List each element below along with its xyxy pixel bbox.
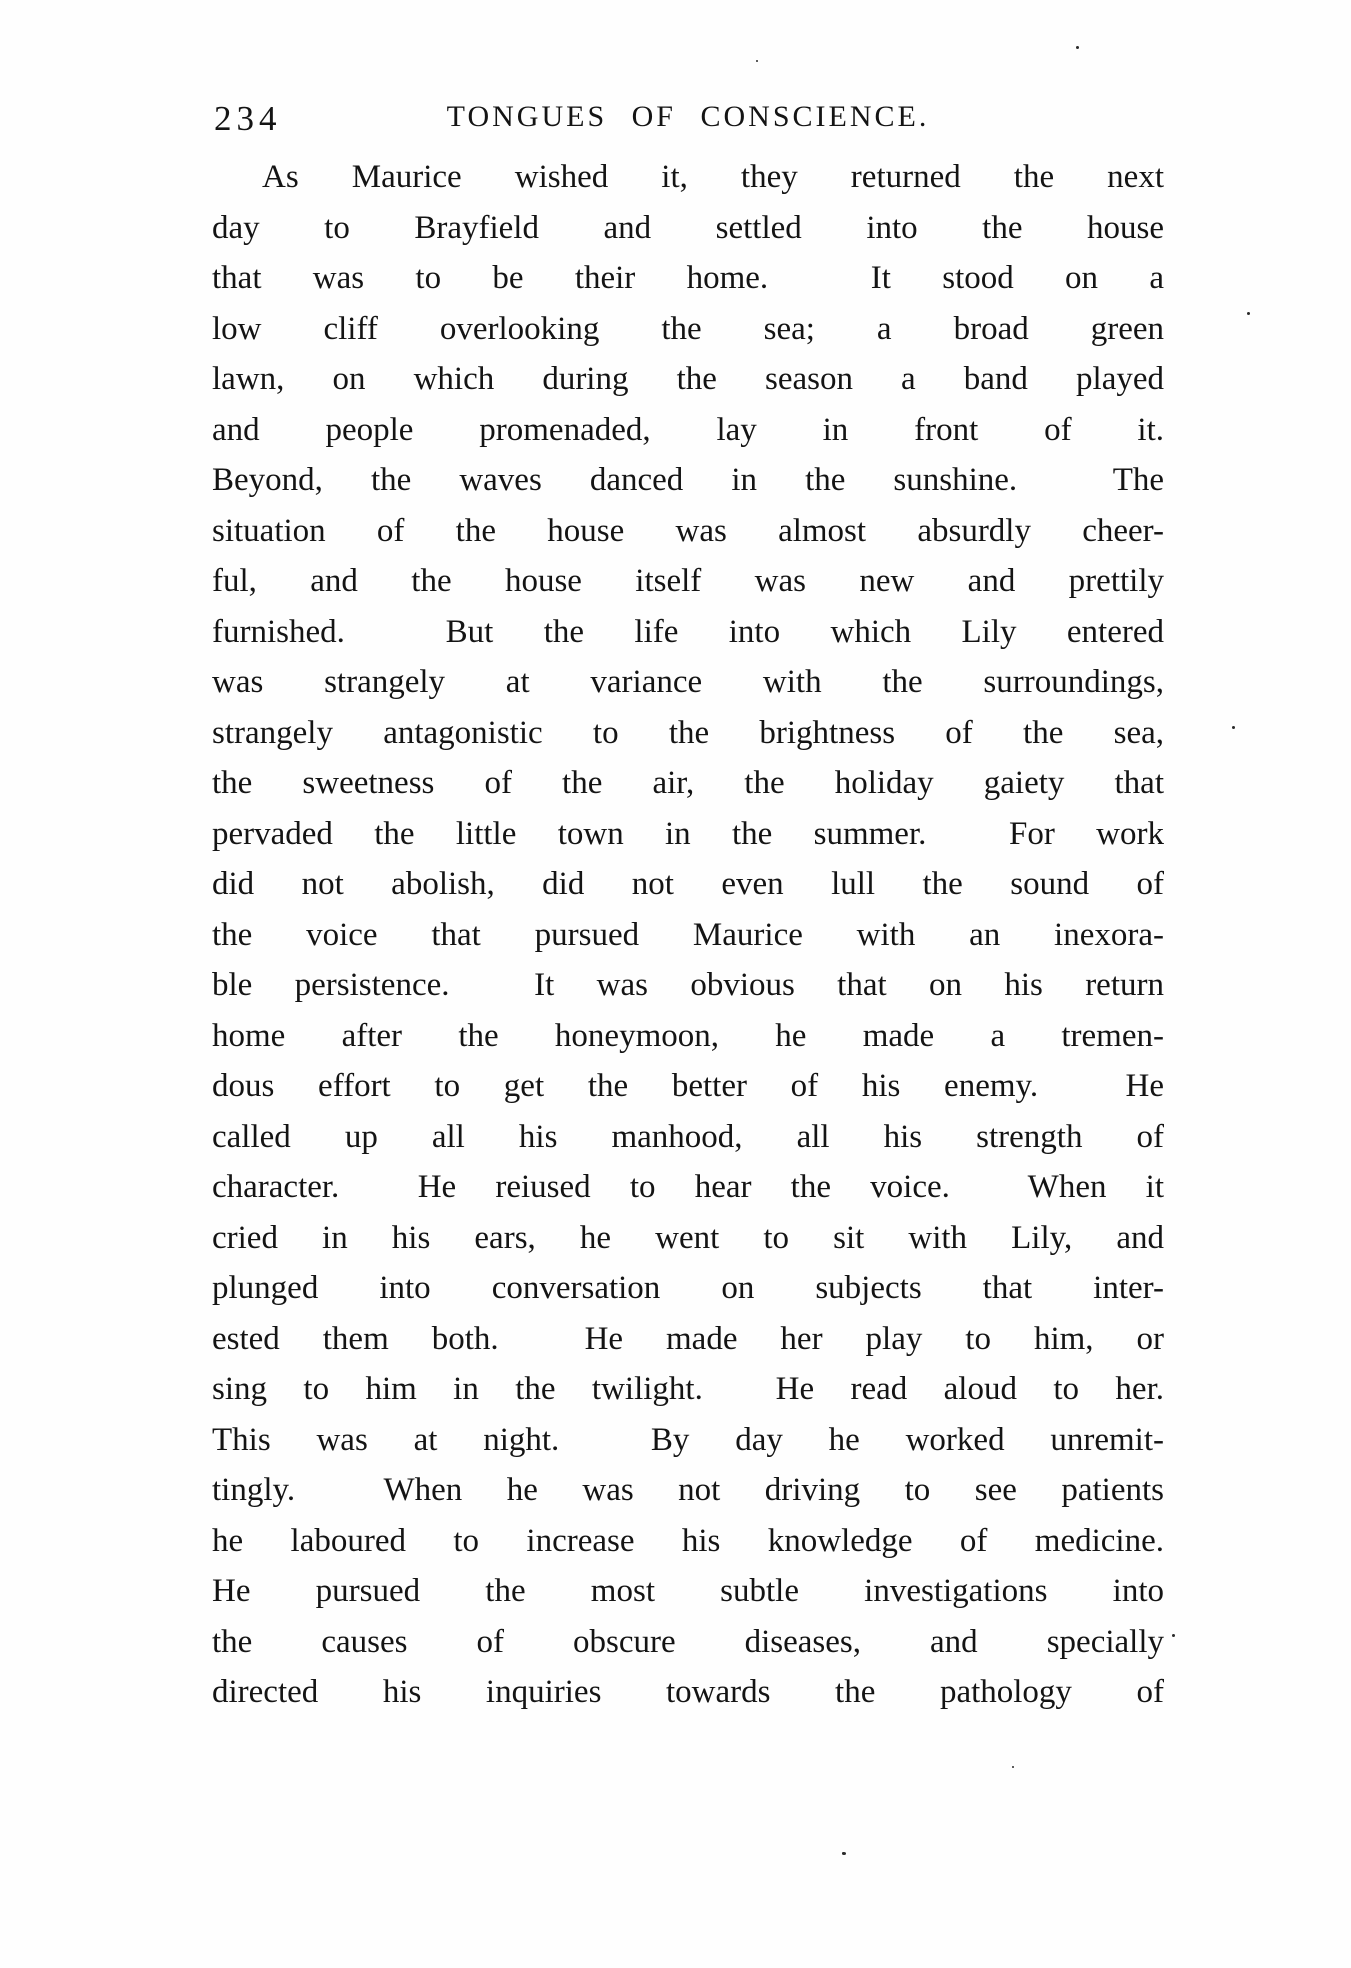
text-line: lawn, on which during the season a band played bbox=[212, 361, 1164, 397]
scan-artifact bbox=[756, 60, 758, 62]
scan-artifact bbox=[1172, 1634, 1175, 1637]
text-line: home after the honeymoon, he made a tremen- bbox=[212, 1017, 1164, 1054]
text-line: ful, and the house itself was new and prettily bbox=[212, 563, 1164, 599]
page-header bbox=[212, 96, 1164, 140]
text-line: the causes of obscure diseases, and specially bbox=[212, 1623, 1164, 1660]
scan-artifact bbox=[1232, 726, 1235, 729]
text-line: sing to him in the twilight. He read aloud to her. bbox=[212, 1371, 1164, 1407]
page-number: 234 bbox=[214, 99, 282, 138]
running-title: TONGUES OF CONSCIENCE. bbox=[446, 100, 930, 133]
text-line: furnished. But the life into which Lily entered bbox=[212, 613, 1164, 650]
text-line: ble persistence. It was obvious that on his return bbox=[212, 967, 1164, 1003]
text-line: Beyond, the waves danced in the sunshine. The bbox=[212, 462, 1164, 498]
text-line: and people promenaded, lay in front of it. bbox=[212, 411, 1164, 448]
text-line: called up all his manhood, all his strength of bbox=[212, 1118, 1164, 1155]
text-line: pervaded the little town in the summer. For work bbox=[212, 815, 1164, 852]
text-line: he laboured to increase his knowledge of medicine. bbox=[212, 1522, 1164, 1559]
text-line: character. He reiused to hear the voice. When it bbox=[212, 1169, 1164, 1205]
text-line: dous effort to get the better of his enemy. He bbox=[212, 1068, 1164, 1104]
scan-artifact bbox=[1247, 312, 1250, 315]
text-line: As Maurice wished it, they returned the next bbox=[262, 159, 1164, 195]
text-line: the voice that pursued Maurice with an inexora- bbox=[212, 916, 1164, 953]
text-line: the sweetness of the air, the holiday gaiety that bbox=[212, 765, 1164, 801]
text-line: plunged into conversation on subjects that inter- bbox=[212, 1270, 1164, 1306]
text-line: day to Brayfield and settled into the house bbox=[212, 209, 1164, 246]
text-line: cried in his ears, he went to sit with Lily, and bbox=[212, 1219, 1164, 1256]
text-line: was strangely at variance with the surroundings, bbox=[212, 664, 1164, 700]
body-text-block bbox=[212, 152, 1164, 1718]
text-line: that was to be their home. It stood on a bbox=[212, 260, 1164, 296]
text-line: He pursued the most subtle investigations into bbox=[212, 1573, 1164, 1609]
text-line: did not abolish, did not even lull the sound of bbox=[212, 866, 1164, 902]
text-line: situation of the house was almost absurdly cheer- bbox=[212, 512, 1164, 549]
text-line: low cliff overlooking the sea; a broad green bbox=[212, 310, 1164, 347]
text-line: This was at night. By day he worked unremit- bbox=[212, 1421, 1164, 1458]
text-line: strangely antagonistic to the brightness of the sea, bbox=[212, 714, 1164, 751]
text-line: directed his inquiries towards the pathology of bbox=[212, 1674, 1164, 1710]
scan-artifact bbox=[1012, 1766, 1014, 1768]
scan-artifact bbox=[1076, 46, 1079, 49]
scan-artifact bbox=[842, 1852, 846, 1855]
text-line: ested them both. He made her play to him, or bbox=[212, 1320, 1164, 1357]
text-line: tingly. When he was not driving to see patients bbox=[212, 1472, 1164, 1508]
